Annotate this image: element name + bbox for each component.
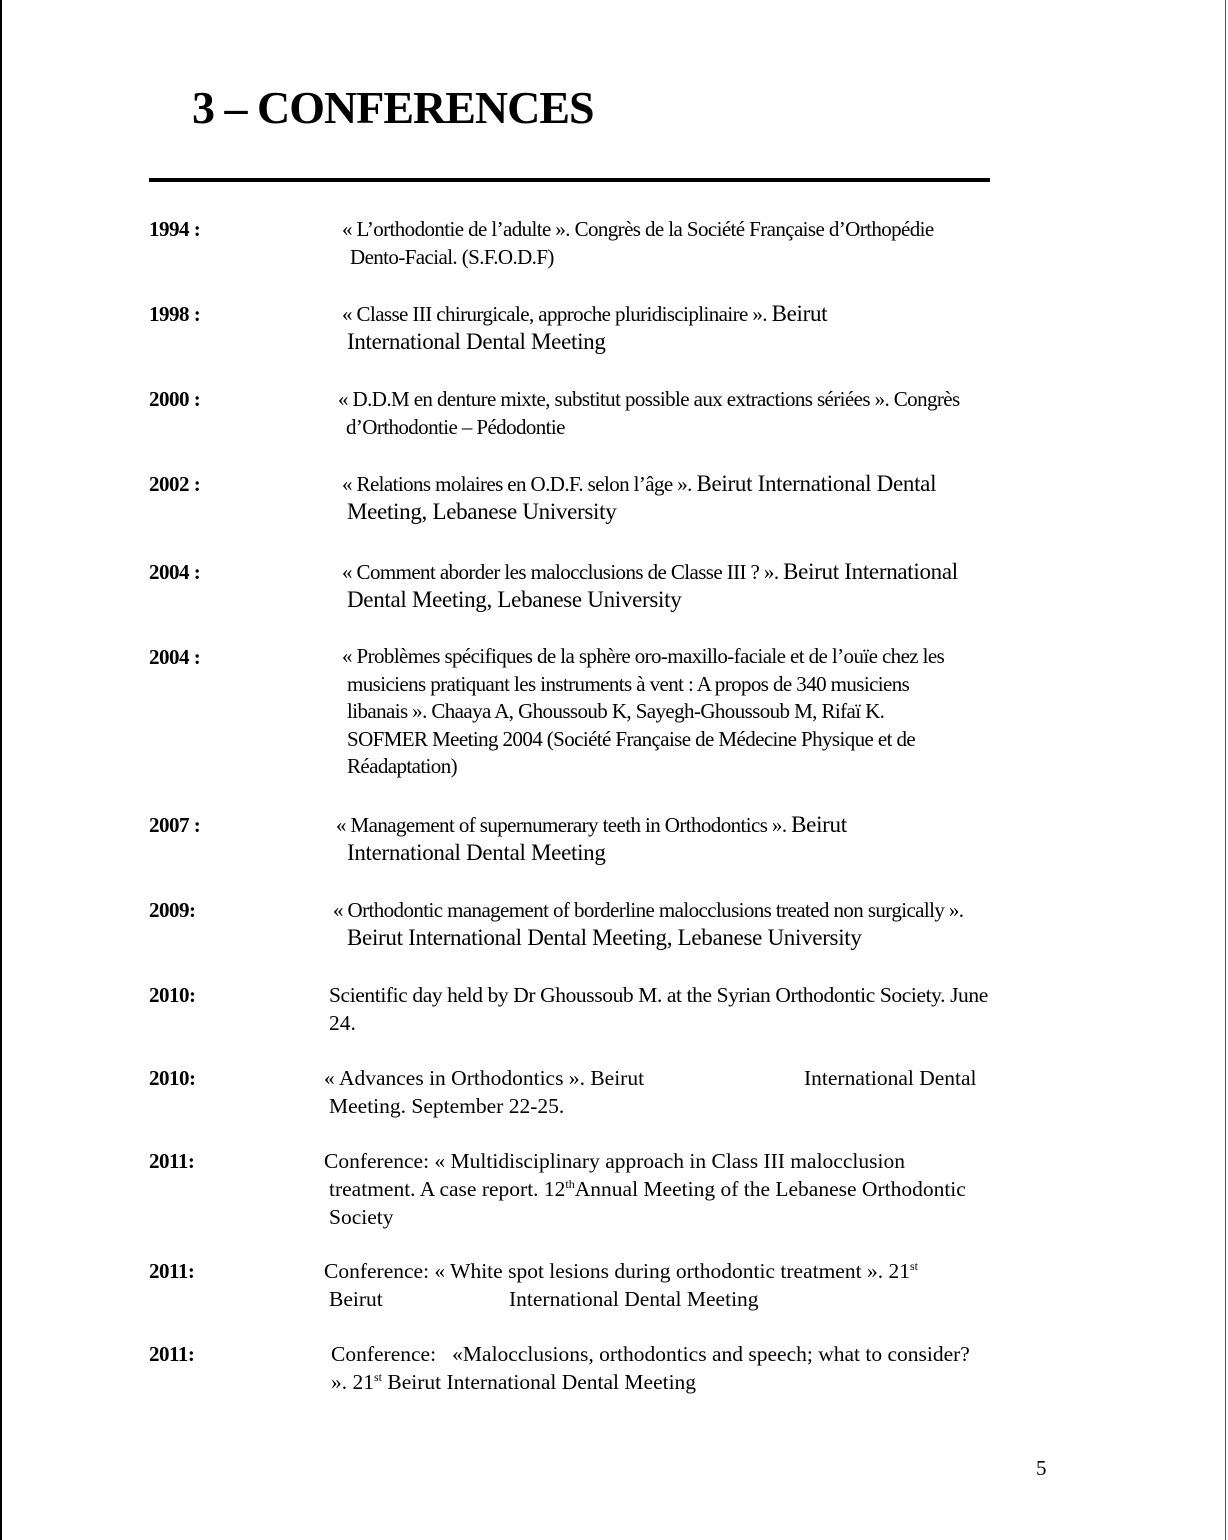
entry-text: Beirut International Dental: [696, 471, 937, 496]
ordinal-suffix: st: [374, 1369, 383, 1384]
entry-line: Réadaptation): [347, 754, 457, 778]
entry-text: Beirut: [791, 812, 847, 837]
entry-line: « Problèmes spécifiques de la sphère oro-maxillo-faciale et de l’ouïe chez les: [342, 644, 945, 668]
entry-line: musiciens pratiquant les instruments à vent : A propos de 340 musiciens: [347, 671, 910, 696]
entry-year: 2004 :: [149, 560, 201, 584]
entry-description: [331, 1340, 1056, 1396]
entry-description: [324, 1257, 1049, 1313]
entry-line: 24.: [329, 1011, 356, 1035]
entry-line: « D.D.M en denture mixte, substitut possible aux extractions sériées ». Congrès: [338, 387, 960, 411]
entry-year: 2011:: [149, 1342, 195, 1366]
entry-year: 1994 :: [149, 217, 201, 241]
entry-line: Scientific day held by Dr Ghoussoub M. at the Syrian Orthodontic Society. June: [329, 983, 988, 1007]
entry-line: Dental Meeting, Lebanese University: [347, 587, 682, 612]
entry-year: 2010:: [149, 983, 196, 1007]
entry-text: « Comment aborder les malocclusions de Classe III ? ».: [342, 560, 784, 584]
entry-line: libanais ». Chaaya A, Ghoussoub K, Sayegh-Ghoussoub M, Rifaï K.: [347, 699, 885, 723]
entry-text: « Advances in Orthodontics ». Beirut: [324, 1066, 645, 1090]
entry-description: [342, 643, 1067, 781]
ordinal-suffix: th: [565, 1176, 575, 1191]
entry-text: « Classe III chirurgicale, approche pluridisciplinaire ».: [342, 302, 772, 326]
entry-year: 2007 :: [149, 813, 201, 837]
entry-description: [324, 1064, 1049, 1120]
entry-description: [338, 385, 1063, 441]
entry-text: International Dental Meeting: [509, 1287, 759, 1311]
entry-year: 2002 :: [149, 472, 201, 496]
entry-year: 2010:: [149, 1066, 196, 1090]
page-number: 5: [1036, 1456, 1047, 1480]
entry-line: d’Orthodontie – Pédodontie: [346, 415, 565, 439]
entry-text: ». 21: [331, 1370, 374, 1394]
entry-year: 2004 :: [149, 645, 201, 669]
entry-text: Beirut International Dental Meeting: [382, 1370, 697, 1394]
entry-line: Meeting. September 22-25.: [329, 1094, 565, 1118]
entry-text: treatment. A case report. 12: [329, 1177, 566, 1201]
entry-line: « L’orthodontie de l’adulte ». Congrès de la Société Française d’Orthopédie: [342, 217, 934, 241]
ordinal-suffix: st: [909, 1258, 918, 1273]
entry-description: [342, 300, 1067, 356]
entry-line: Dento-Facial. (S.F.O.D.F): [350, 245, 554, 269]
entry-description: [342, 470, 1067, 526]
entry-year: 2009:: [149, 898, 196, 922]
entry-line: Beirut International Dental Meeting, Lebanese University: [347, 925, 862, 950]
entry-text: « Management of supernumerary teeth in Orthodontics ».: [336, 813, 792, 837]
entry-description: [342, 558, 1067, 614]
entry-text: Beirut: [771, 301, 828, 326]
entry-year: 2011:: [149, 1259, 195, 1283]
entry-description: [333, 896, 1058, 952]
entry-year: 1998 :: [149, 302, 201, 326]
entry-description: [336, 811, 1061, 867]
entry-line: SOFMER Meeting 2004 (Société Française de Médecine Physique et de: [347, 726, 916, 751]
entry-text: Beirut: [329, 1287, 383, 1311]
entry-line: Society: [329, 1205, 394, 1229]
entry-description: [342, 215, 1067, 271]
entry-line: Conference: « Multidisciplinary approach in Class III malocclusion: [324, 1149, 905, 1173]
entry-description: [324, 1147, 1049, 1231]
entry-line: Meeting, Lebanese University: [347, 499, 617, 524]
entry-line: International Dental Meeting: [347, 329, 606, 354]
entry-line: Conference: «Malocclusions, orthodontics and speech; what to consider?: [331, 1342, 970, 1366]
entry-text: International Dental: [804, 1066, 977, 1090]
entry-year: 2011:: [149, 1149, 195, 1173]
entry-year: 2000 :: [149, 387, 201, 411]
title-underline-rule: [149, 178, 990, 182]
entry-line: International Dental Meeting: [347, 840, 606, 865]
entry-text: Annual Meeting of the Lebanese Orthodontic: [574, 1177, 966, 1201]
entry-line: « Orthodontic management of borderline malocclusions treated non surgically ».: [333, 898, 964, 922]
entry-text: Beirut International: [783, 559, 958, 584]
section-title: 3 – CONFERENCES: [192, 82, 594, 133]
entry-text: Conference: « White spot lesions during orthodontic treatment ». 21: [324, 1259, 910, 1283]
entry-description: [329, 981, 1054, 1037]
entry-text: « Relations molaires en O.D.F. selon l’âge ».: [342, 472, 697, 496]
